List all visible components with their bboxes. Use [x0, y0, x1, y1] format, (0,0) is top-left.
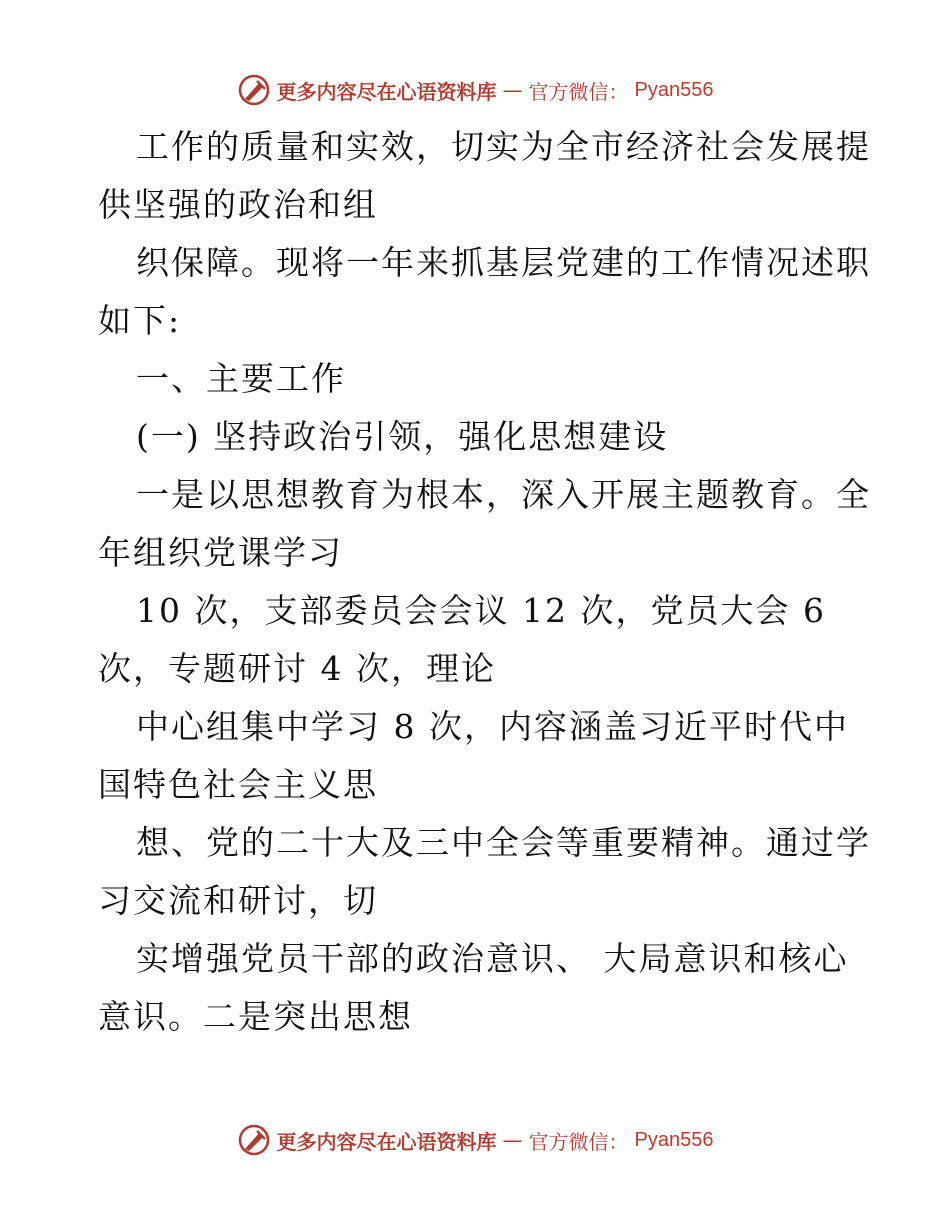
watermark-header [0, 70, 950, 110]
pen-nib-logo-icon [237, 1123, 271, 1157]
watermark-separator: — [502, 1128, 523, 1152]
body-line: 织保障。现将一年来抓基层党建的工作情况述职 [136, 243, 871, 282]
body-line: 工作的质量和实效，切实为全市经济社会发展提 [136, 127, 871, 166]
body-line: 年组织党课学习 [98, 533, 343, 572]
body-line: 10 次，支部委员会会议 12 次，党员大会 6 [136, 591, 826, 630]
watermark-footer [0, 1120, 950, 1160]
body-line: 供坚强的政治和组 [98, 185, 378, 224]
body-line: 一是以思想教育为根本，深入开展主题教育。全 [136, 475, 871, 514]
body-line: 国特色社会主义思 [98, 765, 378, 804]
body-line: 意识。二是突出思想 [98, 997, 413, 1036]
subsection-heading: (一) 坚持政治引领，强化思想建设 [136, 417, 669, 456]
body-line: 实增强党员干部的政治意识、 大局意识和核心 [136, 939, 849, 978]
body-line: 次，专题研讨 4 次，理论 [98, 649, 496, 688]
watermark-wechat-label: 官方微信： [528, 79, 629, 104]
body-line: 如下: [98, 301, 182, 340]
watermark-separator: — [502, 78, 523, 102]
body-line: 中心组集中学习 8 次，内容涵盖习近平时代中 [136, 707, 849, 746]
watermark-wechat-label: 官方微信： [528, 1129, 629, 1154]
watermark-main-text: 更多内容尽在心语资料库 [276, 79, 497, 104]
watermark-wechat-id: Pyan556 [634, 78, 714, 101]
watermark-main-text: 更多内容尽在心语资料库 [276, 1129, 497, 1154]
pen-nib-logo-icon [237, 73, 271, 107]
section-heading: 一、主要工作 [136, 359, 346, 398]
document-body [98, 118, 871, 1046]
watermark-wechat-id: Pyan556 [634, 1128, 714, 1151]
body-line: 习交流和研讨，切 [98, 881, 378, 920]
body-line: 想、党的二十大及三中全会等重要精神。通过学 [136, 823, 871, 862]
